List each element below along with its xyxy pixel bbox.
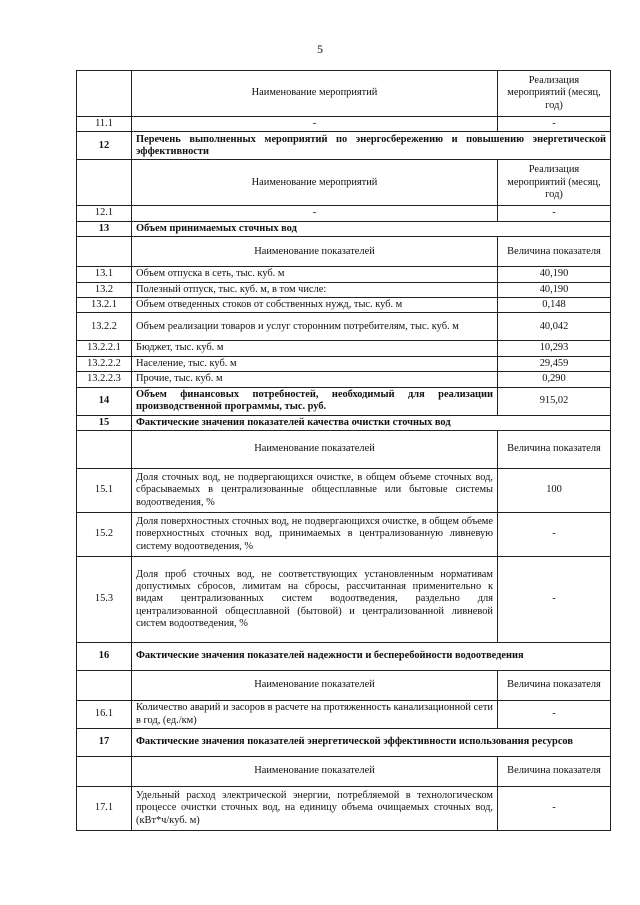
column-header-value: Реализация мероприятий (месяц, год) [498,71,611,117]
table-row [77,701,611,729]
section-row [77,221,611,236]
row-value: - [498,787,611,831]
row-number: 15.3 [77,557,132,643]
column-header-value: Величина показателя [498,671,611,701]
row-label: - [132,206,498,221]
row-label: Доля поверхностных сточных вод, не подвергающихся очистке, в общем объеме поверхностных сточных вод, принимаемых в централизованную ливневую систему водоотведения, % [132,513,498,557]
table-row [77,298,611,313]
row-number: 16 [77,643,132,671]
row-number [77,431,132,469]
row-number: 14 [77,387,132,415]
section-title: Фактические значения показателей энергетической эффективности использования ресурсов [132,729,611,757]
row-number: 13.2 [77,282,132,297]
row-number: 13.2.2 [77,313,132,341]
section-row [77,729,611,757]
table-row [77,372,611,387]
row-value: 10,293 [498,341,611,356]
row-value: 40,042 [498,313,611,341]
row-label: Прочие, тыс. куб. м [132,372,498,387]
row-value: 0,148 [498,298,611,313]
section-title: Объем принимаемых сточных вод [132,221,611,236]
column-header-name: Наименование показателей [132,757,498,787]
table-row [77,513,611,557]
row-value: - [498,513,611,557]
row-value: 0,290 [498,372,611,387]
row-number [77,757,132,787]
row-value: 40,190 [498,282,611,297]
row-label: Полезный отпуск, тыс. куб. м, в том числе: [132,282,498,297]
column-header-name: Наименование показателей [132,431,498,469]
row-label: Количество аварий и засоров в расчете на протяженность канализационной сети в год, (ед./км) [132,701,498,729]
row-label: Удельный расход электрической энергии, потребляемой в технологическом процессе очистки сточных вод, на единицу объема очищаемых сточных вод, (кВт*ч/куб. м) [132,787,498,831]
section-title: Фактические значения показателей надежности и бесперебойности водоотведения [132,643,611,671]
row-value: 40,190 [498,267,611,282]
table-row [77,206,611,221]
column-header-name: Наименование показателей [132,237,498,267]
row-value: - [498,557,611,643]
row-number: 13.2.2.2 [77,356,132,371]
header-row [77,237,611,267]
section-row [77,132,611,160]
row-number: 13.1 [77,267,132,282]
row-label: Население, тыс. куб. м [132,356,498,371]
row-number: 11.1 [77,117,132,132]
indicators-table [76,70,611,831]
row-number: 17 [77,729,132,757]
column-header-name: Наименование мероприятий [132,71,498,117]
row-number: 13.2.1 [77,298,132,313]
row-label: Бюджет, тыс. куб. м [132,341,498,356]
row-number [77,237,132,267]
row-value: - [498,206,611,221]
row-number: 17.1 [77,787,132,831]
header-row [77,671,611,701]
row-value: 29,459 [498,356,611,371]
row-number: 12 [77,132,132,160]
table-row [77,387,611,415]
row-label: Доля сточных вод, не подвергающихся очистке, в общем объеме сточных вод, сбрасываемых в централизованные общесплавные или бытовые системы водоотведения, % [132,469,498,513]
table-row [77,313,611,341]
table-row [77,267,611,282]
row-number [77,71,132,117]
row-number: 16.1 [77,701,132,729]
header-row [77,431,611,469]
row-value: 915,02 [498,387,611,415]
row-label: Объем отпуска в сеть, тыс. куб. м [132,267,498,282]
row-number [77,160,132,206]
row-number: 13.2.2.1 [77,341,132,356]
row-number: 13 [77,221,132,236]
header-row [77,71,611,117]
row-number: 12.1 [77,206,132,221]
row-number [77,671,132,701]
column-header-value: Величина показателя [498,237,611,267]
table-row [77,282,611,297]
row-value: 100 [498,469,611,513]
row-label: Доля проб сточных вод, не соответствующих установленным нормативам допустимых сбросов, лимитам на сбросы, рассчитанная применительно к видам централизованных систем водоотведения, раздельно для централизованной общесплавной (бытовой) и централизованной ливневой систем водоотведения, % [132,557,498,643]
section-title: Фактические значения показателей качества очистки сточных вод [132,415,611,430]
table-row [77,341,611,356]
section-title: Перечень выполненных мероприятий по энергосбережению и повышению энергетической эффективности [132,132,611,160]
column-header-value: Величина показателя [498,757,611,787]
table-row [77,557,611,643]
header-row [77,160,611,206]
column-header-name: Наименование мероприятий [132,160,498,206]
row-label: - [132,117,498,132]
table-row [77,117,611,132]
page-number: 5 [317,42,323,56]
section-row [77,643,611,671]
row-number: 15 [77,415,132,430]
column-header-value: Величина показателя [498,431,611,469]
row-label: Объем финансовых потребностей, необходимый для реализации производственной программы, тыс. руб. [132,387,498,415]
row-label: Объем реализации товаров и услуг сторонним потребителям, тыс. куб. м [132,313,498,341]
section-row [77,415,611,430]
table-row [77,469,611,513]
column-header-value: Реализация мероприятий (месяц, год) [498,160,611,206]
row-label: Объем отведенных стоков от собственных нужд, тыс. куб. м [132,298,498,313]
row-number: 15.2 [77,513,132,557]
table-row [77,356,611,371]
column-header-name: Наименование показателей [132,671,498,701]
row-number: 13.2.2.3 [77,372,132,387]
header-row [77,757,611,787]
row-value: - [498,701,611,729]
row-value: - [498,117,611,132]
row-number: 15.1 [77,469,132,513]
table-row [77,787,611,831]
